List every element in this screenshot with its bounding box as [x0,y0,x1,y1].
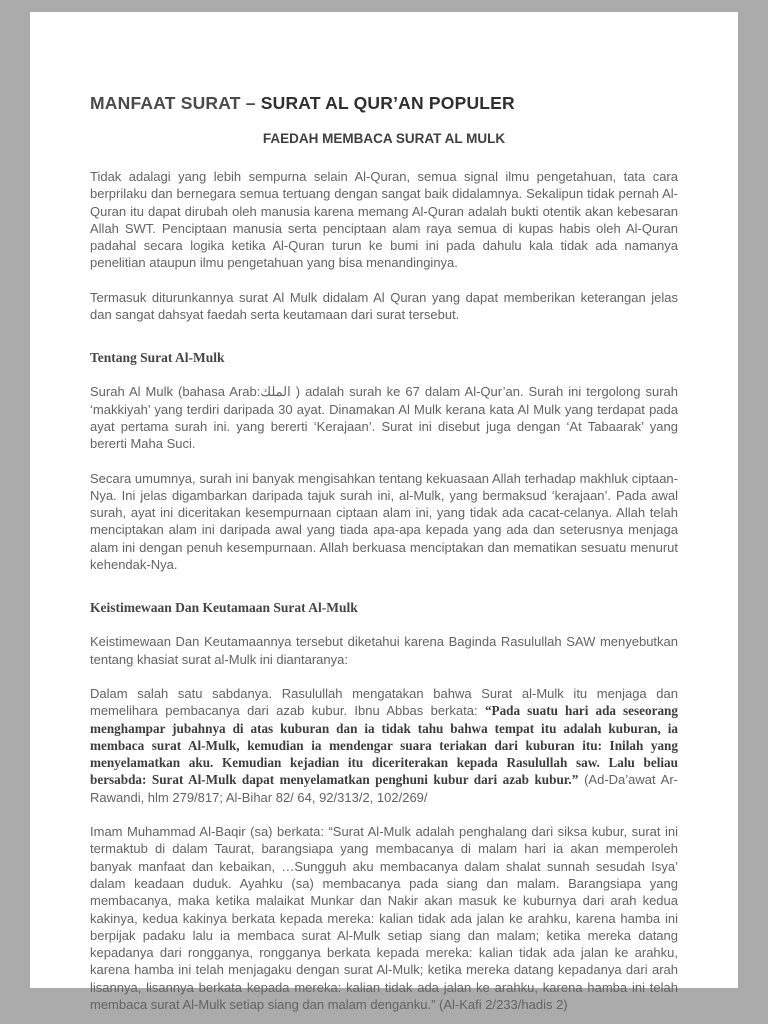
document-title [90,12,678,114]
paragraph-hadith-ibnu-abbas [90,685,678,806]
hadith-lead-text: Dalam salah satu sabdanya. Rasulullah mengatakan bahwa Surat al-Mulk itu menjaga dan memelihara pembacanya dari azab kubur. Ibnu Abbas berkata: [90,685,678,719]
paragraph-termasuk: Termasuk diturunkannya surat Al Mulk didalam Al Quran yang dapat memberikan keterangan jelas dan sangat dahsyat faedah serta keutamaan dari surat tersebut. [90,289,678,323]
title-part-2: SURAT AL QUR’AN POPULER [260,93,515,113]
paragraph-intro: Tidak adalagi yang lebih sempurna selain Al-Quran, semua signal ilmu pengetahuan, tata cara berprilaku dan bernegara semua tertuang dengan sangat baik didalamnya. Sekalipun tidak pernah Al-Quran itu dapat dirubah oleh manusia karena memang Al-Quran adalah bukti otentik akan kebesaran Allah SWT. Penciptaan manusia serta penciptaan alam raya semua di kupas habis oleh Al-Quran padahal secara logika ketika Al-Quran turun ke bumi ini pada dahulu kala tidak ada namanya penelitian ataupun ilmu pengetahuan yang bisa menandinginya. [90,169,678,271]
paragraph-secara-umumnya: Secara umumnya, surah ini banyak mengisahkan tentang kekuasaan Allah terhadap makhluk ciptaan-Nya. Ini jelas digambarkan daripada tajuk surah ini, al-Mulk, yang bermaksud ‘kerajaan’. Pada awal surah, ayat ini diceritakan kesempurnaan ciptaan alam ini, yang tidak ada cacat-celanya. Allah telah menciptakan alam ini daripada awal yang tiada apa-apa kepada yang ada dan seterusnya menjaga alam ini dengan penuh kesempurnaan. Allah berkuasa menciptakan dan mematikan sesuatu menurut kehendak-Nya. [90,470,678,573]
section-heading-keistimewaan: Keistimewaan Dan Keutamaan Surat Al-Mulk [90,600,358,616]
document-page [30,12,738,1012]
title-part-1: MANFAAT SURAT – [90,93,261,113]
document-content [30,12,738,1013]
section-heading-tentang: Tentang Surat Al-Mulk [90,350,225,366]
hadith-bold-quote: “Pada suatu hari ada seseorang menghampar jubahnya di atas kuburan dan ia tidak tahu bahwa tempat itu adalah kuburan, ia membaca surat Al-Mulk, kemudian ia mendengar suara teriakan dari kuburan itu: Inilah yang menyelamatkan aku. Kemudian kejadian itu diceriterakan kepada Rasulullah saw. Lalu beliau bersabda: Surat Al-Mulk dapat menyelamatkan penghuni kubur dari azab kubur.” [90,703,678,788]
paragraph-keistimewaan-intro: Keistimewaan Dan Keutamaannya tersebut diketahui karena Baginda Rasulullah SAW menyebutkan tentang khasiat surat al-Mulk ini diantaranya: [90,634,678,667]
paragraph-surah-info: Surah Al Mulk (bahasa Arab:الملك ) adalah surah ke 67 dalam Al-Qur’an. Surah ini tergolong surah ‘makkiyah’ yang terdiri daripada 30 ayat. Dinamakan Al Mulk kerana kata Al Mulk yang terdapat pada ayat pertama surah ini. yang bererti ‘Kerajaan’. Surat ini disebut juga dengan ‘At Tabaarak’ yang bererti Maha Suci. [90,384,679,452]
paragraph-imam-al-baqir: Imam Muhammad Al-Baqir (sa) berkata: “Surat Al-Mulk adalah penghalang dari siksa kubur, surat ini termaktub di dalam Taurat, barangsiapa yang membacanya di malam hari ia akan memperoleh banyak manfaat dan kebaikan, …Sungguh aku membacanya dalam shalat sunnah sesudah Isya’ dalam keadaan duduk. Ayahku (sa) membacanya pada siang dan malam. Barangsiapa yang membacanya, maka ketika malaikat Munkar dan Nakir akan masuk ke kuburnya dari arah kedua kakinya, kedua kakinya berkata kepada mereka: kalian tidak ada jalan ke arahku, karena hamba ini berpijak padaku lalu ia membaca surat Al-Mulk setiap siang dan malam; ketika mereka datang kepadanya dari rongganya, rongganya berkata kepada mereka: kalian tidak ada jalan ke arahku, karena hamba ini telah menjagaku dengan surat Al-Mulk; ketika mereka datang kepadanya dari arah lisannya, lisannya berkata kepada mereka: kalian tidak ada jalan ke arahku, karena hamba ini telah membaca surat Al-Mulk setiap siang dan malam denganku.” (Al-Kafi 2/233/hadis 2) [90,824,678,1012]
hadith-source-reference: (Ad-Da’awat Ar-Rawandi, hlm 279/817; Al-Bihar 82/ 64, 92/313/2, 102/269/ [90,772,678,805]
document-subtitle: FAEDAH MEMBACA SURAT AL MULK [262,131,506,146]
